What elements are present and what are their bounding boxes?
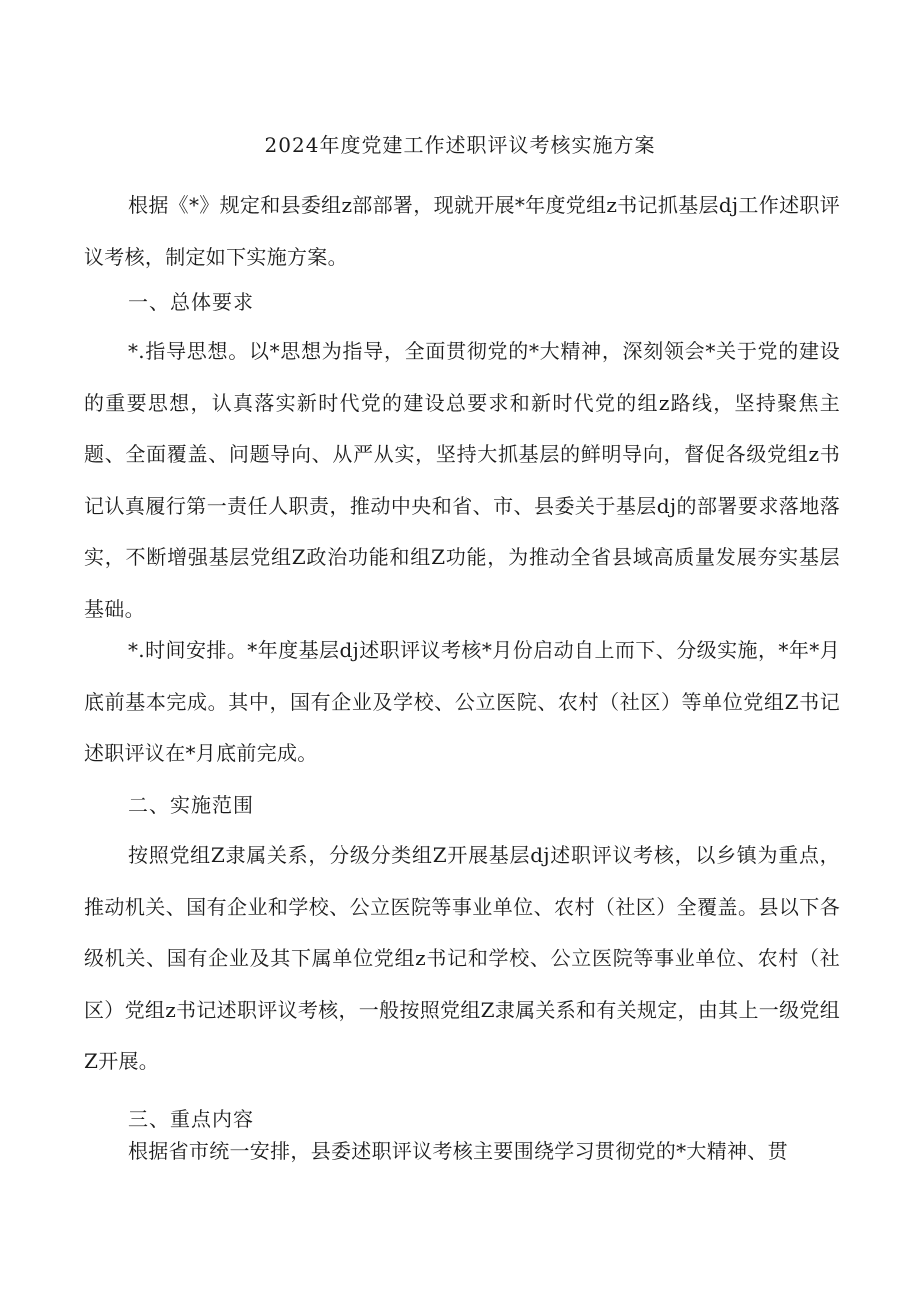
intro-paragraph: 根据《*》规定和县委组z部部署，现就开展*年度党组z书记抓基层dj工作述职评议考核，制定如下实施方案。 bbox=[84, 193, 840, 269]
paragraph-schedule: *.时间安排。*年度基层dj述职评议考核*月份启动自上而下、分级实施，*年*月底前基本完成。其中，国有企业及学校、公立医院、农村（社区）等单位党组Z书记述职评议在*月底前完成。 bbox=[84, 638, 840, 765]
document-title: 2024年度党建工作述职评议考核实施方案 bbox=[264, 133, 656, 157]
paragraph-guiding-thought: *.指导思想。以*思想为指导，全面贯彻党的*大精神，深刻领会*关于党的建设的重要思想，认真落实新时代党的建设总要求和新时代党的组z路线，坚持聚焦主题、全面覆盖、问题导向、从严从实，坚持大抓基层的鲜明导向，督促各级党组z书记认真履行第一责任人职责，推动中央和省、市、县委关于基层dj的部署要求落地落实，不断增强基层党组Z政治功能和组Z功能，为推动全省县域高质量发展夯实基层基础。 bbox=[84, 339, 840, 621]
section-heading-key-content: 三、重点内容 bbox=[128, 1107, 254, 1131]
section-heading-overall-requirements: 一、总体要求 bbox=[128, 290, 254, 314]
section-heading-scope: 二、实施范围 bbox=[128, 793, 254, 817]
paragraph-key-content: 根据省市统一安排，县委述职评议考核主要围绕学习贯彻党的*大精神、贯 bbox=[128, 1139, 788, 1163]
paragraph-scope: 按照党组Z隶属关系，分级分类组Z开展基层dj述职评议考核，以乡镇为重点，推动机关、国有企业和学校、公立医院等事业单位、农村（社区）全覆盖。县以下各级机关、国有企业及其下属单位党组z书记和学校、公立医院等事业单位、农村（社区）党组z书记述职评议考核，一般按照党组Z隶属关系和有关规定，由其上一级党组Z开展。 bbox=[84, 843, 840, 1073]
